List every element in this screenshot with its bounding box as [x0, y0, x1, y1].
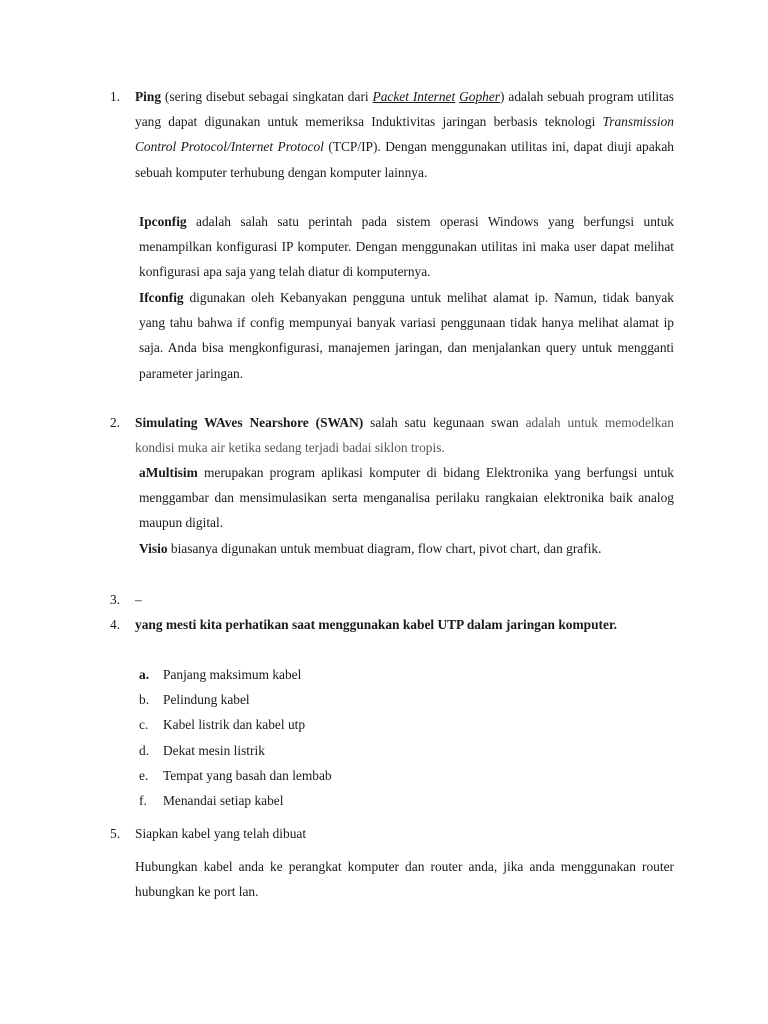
sub-text: Pelindung kabel — [163, 692, 250, 707]
sub-text: Tempat yang basah dan lembab — [163, 768, 332, 783]
list-number: 1. — [110, 89, 121, 104]
link-packet-internet-gopher[interactable]: Packet Internet Gopher — [372, 89, 501, 104]
paragraph-utp-heading: yang mesti kita perhatikan saat menggunakan kabel UTP dalam jaringan komputer. — [135, 617, 618, 632]
term-ipconfig: Ipconfig — [139, 214, 187, 229]
sub-text: Panjang maksimum kabel — [163, 667, 302, 682]
paragraph-connect-cable: Hubungkan kabel anda ke perangkat komputer dan router anda, jika anda menggunakan router hubungkan ke port lan. — [135, 859, 674, 900]
sub-marker: b. — [139, 692, 150, 707]
sub-list-item — [0, 788, 768, 813]
sub-list-item — [0, 687, 768, 712]
paragraph-multisim: aMultisim merupakan program aplikasi komputer di bidang Elektronika yang berfungsi untuk menggambar dan mensimulasikan serta menganalisa perilaku rangkaian elektronika baik analog maupun digital. — [139, 465, 674, 531]
sub-marker: e. — [139, 768, 149, 783]
list-number: 2. — [110, 415, 121, 430]
term-swan: Simulating WAves Nearshore (SWAN) — [135, 415, 364, 430]
paragraph-swan: Simulating WAves Nearshore (SWAN) salah satu kegunaan swan adalah untuk memodelkan kondisi muka air ketika sedang terjadi badai siklon tropis. — [135, 415, 674, 456]
paragraph-ifconfig: Ifconfig digunakan oleh Kebanyakan pengguna untuk melihat alamat ip. Namun, tidak banyak yang tahu bahwa if config mempunyai banyak variasi penggunaan tidak hanya melihat alamat ip saja. Anda bisa mengkonfigurasi, manajemen jaringan, dan menjalankan query untuk mengganti parameter jaringan. — [139, 290, 674, 381]
paragraph-ping: Ping (sering disebut sebagai singkatan dari Packet Internet Gopher) adalah sebuah program utilitas yang dapat digunakan untuk memeriksa Induktivitas jaringan berbasis teknologi Transmission Control Protocol/Internet Protocol (TCP/IP). Dengan menggunakan utilitas ini, dapat diuji apakah sebuah komputer terhubung dengan komputer lainnya. — [135, 89, 675, 180]
paragraph-dash: – — [135, 592, 142, 607]
sub-marker: f. — [139, 793, 147, 808]
sub-list-item — [0, 738, 768, 763]
term-multisim: aMultisim — [139, 465, 198, 480]
term-visio: Visio — [139, 541, 168, 556]
list-number: 3. — [110, 592, 121, 607]
sub-text: Dekat mesin listrik — [163, 743, 265, 758]
sub-text: Kabel listrik dan kabel utp — [163, 717, 306, 732]
sub-list-item — [0, 712, 768, 737]
sub-list-item — [0, 763, 768, 788]
sub-marker: d. — [139, 743, 150, 758]
sub-marker: a. — [139, 667, 150, 682]
paragraph-prepare-cable: Siapkan kabel yang telah dibuat — [135, 826, 307, 841]
sub-text: Menandai setiap kabel — [163, 793, 284, 808]
list-number: 5. — [110, 826, 121, 841]
sub-marker: c. — [139, 717, 149, 732]
paragraph-ipconfig: Ipconfig adalah salah satu perintah pada sistem operasi Windows yang berfungsi untuk menampilkan konfigurasi IP komputer. Dengan menggunakan utilitas ini maka user dapat melihat konfigurasi apa saja yang telah diatur di komputernya. — [139, 214, 674, 280]
term-ifconfig: Ifconfig — [139, 290, 184, 305]
term-ping: Ping — [135, 89, 162, 104]
list-number: 4. — [110, 617, 121, 632]
sub-list-item — [0, 662, 768, 687]
paragraph-visio: Visio biasanya digunakan untuk membuat diagram, flow chart, pivot chart, dan grafik. — [139, 541, 602, 556]
